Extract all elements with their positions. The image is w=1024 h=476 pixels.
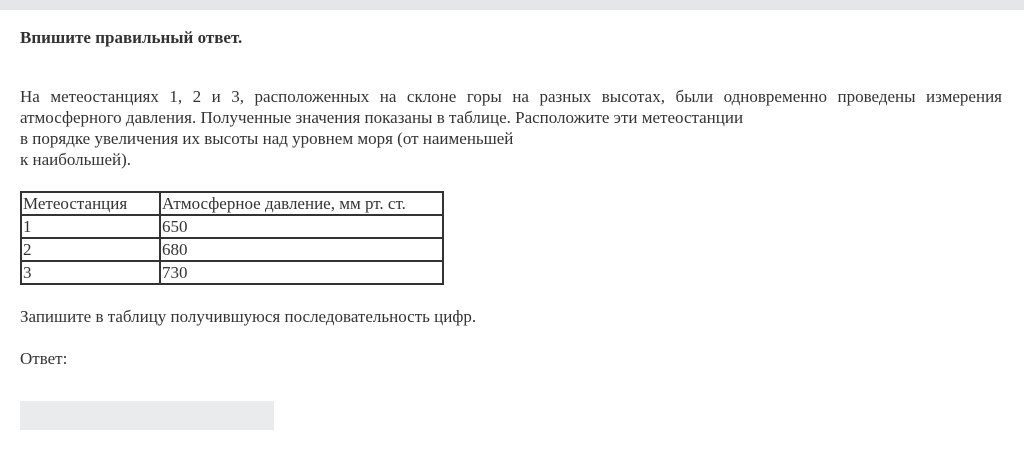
instruction-heading: Впишите правильный ответ. [20,28,243,47]
task-text-line-2: атмосферного давления. Полученные значения показаны в таблице. Расположите эти метеостанции [20,108,744,127]
table-row [21,261,443,284]
table-row [21,238,443,261]
header-pressure: Атмосферное давление, мм рт. ст. [160,192,443,215]
cell-station: 1 [21,215,160,238]
data-table [20,191,444,285]
cell-pressure: 680 [160,238,443,261]
table-row [21,215,443,238]
cell-station: 2 [21,238,160,261]
answer-label: Ответ: [20,349,68,368]
task-text-line-4: к наибольшей). [20,150,132,169]
cell-pressure: 730 [160,261,443,284]
task-text [20,86,1002,170]
table-header-row [21,192,443,215]
task-text-line-1: На метеостанциях 1, 2 и 3, расположенных на склоне горы на разных высотах, были одновременно проведены измерения [20,87,1002,106]
cell-pressure: 650 [160,215,443,238]
write-note: Запишите в таблицу получившуюся последовательность цифр. [20,307,477,326]
top-bar [0,0,1024,10]
task-text-line-3: в порядке увеличения их высоты над уровнем моря (от наименьшей [20,129,514,148]
answer-input[interactable] [20,401,274,430]
header-station: Метеостанция [21,192,160,215]
cell-station: 3 [21,261,160,284]
